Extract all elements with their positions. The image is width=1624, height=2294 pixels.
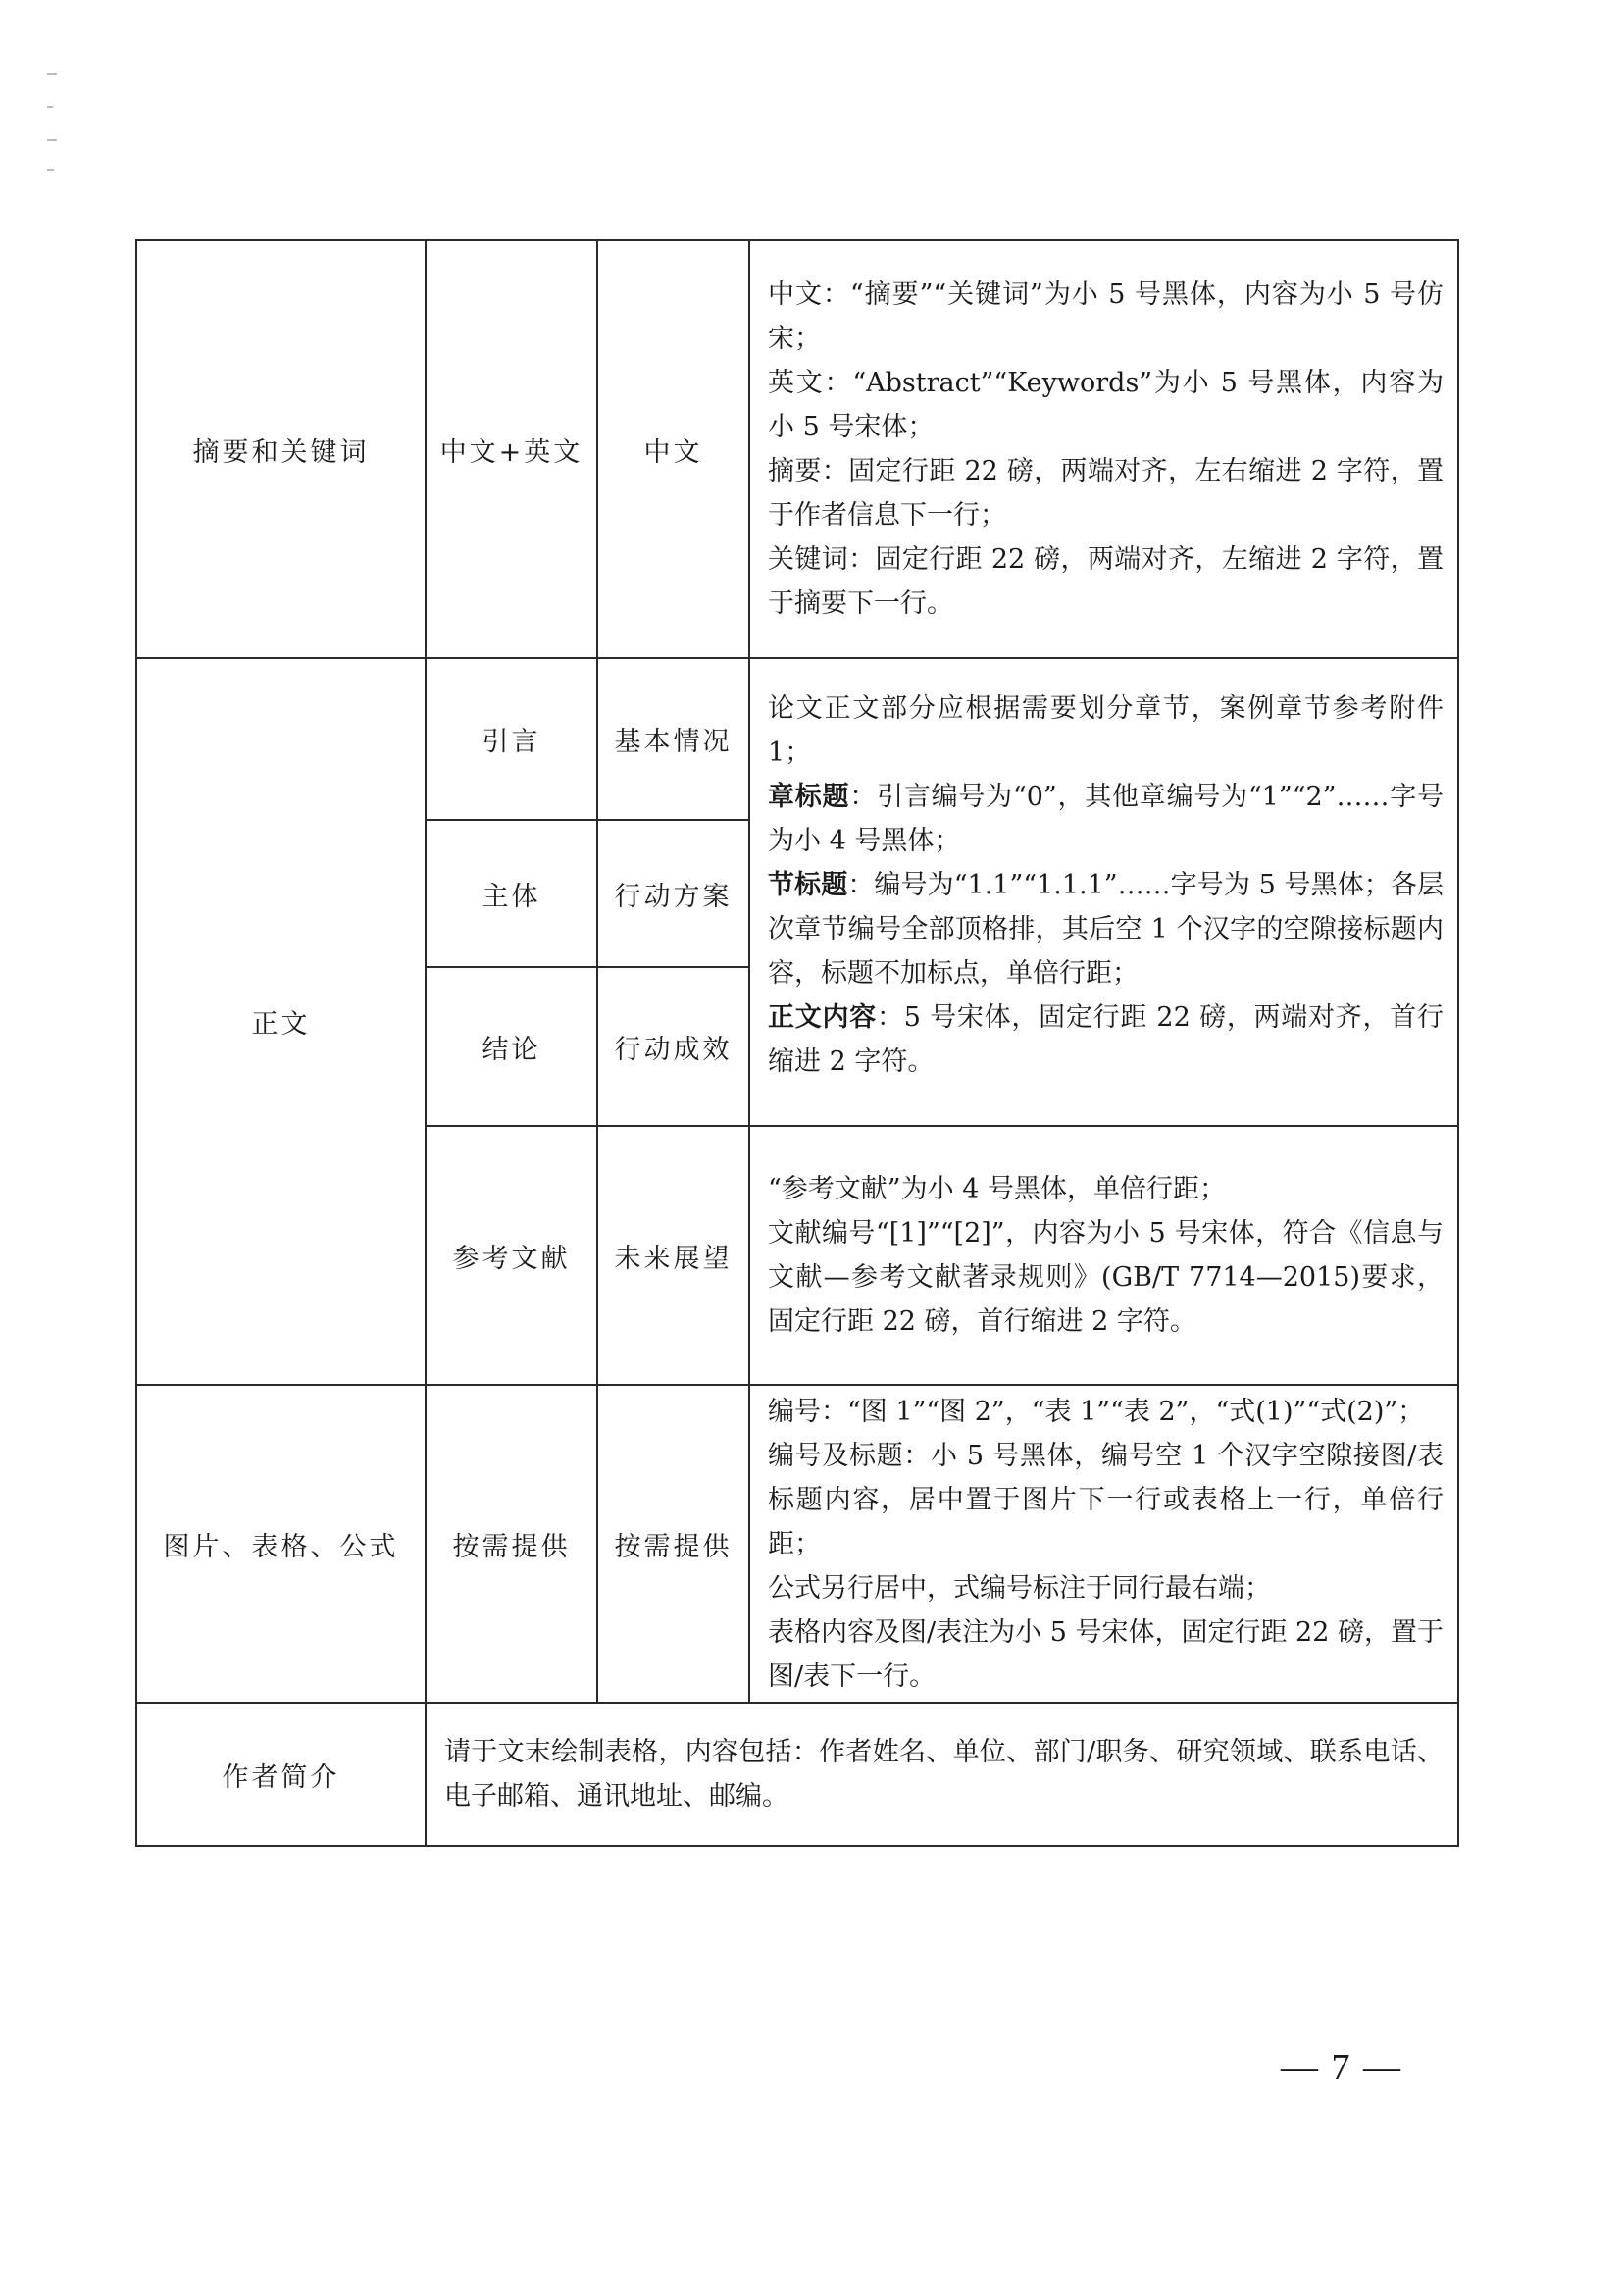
references-col3: 未来展望 (597, 1126, 749, 1385)
body-conclusion-col2: 结论 (426, 967, 597, 1126)
body-intro-text: 论文正文部分应根据需要划分章节，案例章节参考附件 1； (768, 693, 1444, 768)
figures-row (136, 1385, 1458, 1703)
body-main-col3: 行动方案 (597, 820, 749, 967)
section-title-label: 节标题 (768, 870, 848, 900)
figures-description (749, 1385, 1458, 1703)
figures-col2: 按需提供 (426, 1385, 597, 1703)
abstract-line: 英文：“Abstract”“Keywords”为小 5 号黑体，内容为小 5 号宋体； (768, 368, 1444, 442)
content-text: ：5 号宋体，固定行距 22 磅，两端对齐，首行缩进 2 字符。 (768, 1002, 1444, 1077)
page-number: — 7 — (1281, 2047, 1402, 2088)
abstract-col2: 中文+英文 (426, 240, 597, 658)
chapter-title-text: ：引言编号为“0”，其他章编号为“1”“2”……字号为小 4 号黑体； (768, 782, 1444, 856)
references-description (749, 1126, 1458, 1385)
figures-col3: 按需提供 (597, 1385, 749, 1703)
figures-col1: 图片、表格、公式 (136, 1385, 426, 1703)
abstract-row (136, 240, 1458, 658)
figures-line: 编号：“图 1”“图 2”，“表 1”“表 2”，“式(1)”“式(2)”； (768, 1396, 1425, 1427)
body-conclusion-col3: 行动成效 (597, 967, 749, 1126)
references-line: “参考文献”为小 4 号黑体，单倍行距； (768, 1174, 1226, 1204)
abstract-description (749, 240, 1458, 658)
body-description (749, 658, 1458, 1126)
author-description: 请于文末绘制表格，内容包括：作者姓名、单位、部门/职务、研究领域、联系电话、电子邮箱、通讯地址、邮编。 (426, 1703, 1458, 1846)
figures-line: 公式另行居中，式编号标注于同行最右端； (768, 1572, 1271, 1604)
body-col1: 正文 (136, 658, 426, 1385)
author-col1: 作者简介 (136, 1703, 426, 1846)
section-title-text: ：编号为“1.1”“1.1.1”……字号为 5 号黑体；各层次章节编号全部顶格排，其后空 1 个汉字的空隙接标题内容，标题不加标点，单倍行距； (768, 870, 1445, 989)
body-main-col2: 主体 (426, 820, 597, 967)
abstract-col3: 中文 (597, 240, 749, 658)
abstract-line: 中文：“摘要”“关键词”为小 5 号黑体，内容为小 5 号仿宋； (768, 280, 1444, 354)
body-intro-col3: 基本情况 (597, 658, 749, 820)
body-intro-col2: 引言 (426, 658, 597, 820)
abstract-line: 关键词：固定行距 22 磅，两端对齐，左缩进 2 字符，置于摘要下一行。 (768, 544, 1444, 619)
abstract-line: 摘要：固定行距 22 磅，两端对齐，左右缩进 2 字符，置于作者信息下一行； (768, 456, 1444, 531)
references-col2: 参考文献 (426, 1126, 597, 1385)
content-label: 正文内容 (768, 1002, 877, 1033)
author-row (136, 1703, 1458, 1846)
body-row-intro (136, 658, 1458, 820)
references-line: 文献编号“[1]”“[2]”，内容为小 5 号宋体，符合《信息与文献—参考文献著录规则》(GB/T 7714—2015)要求，固定行距 22 磅，首行缩进 2 字符。 (768, 1218, 1444, 1337)
abstract-col1: 摘要和关键词 (136, 240, 426, 658)
format-spec-table (135, 239, 1459, 1847)
figures-line: 编号及标题：小 5 号黑体，编号空 1 个汉字空隙接图/表标题内容，居中置于图片下一行或表格上一行，单倍行距； (768, 1440, 1444, 1559)
figures-line: 表格内容及图/表注为小 5 号宋体，固定行距 22 磅，置于图/表下一行。 (768, 1616, 1444, 1692)
chapter-title-label: 章标题 (768, 782, 850, 812)
